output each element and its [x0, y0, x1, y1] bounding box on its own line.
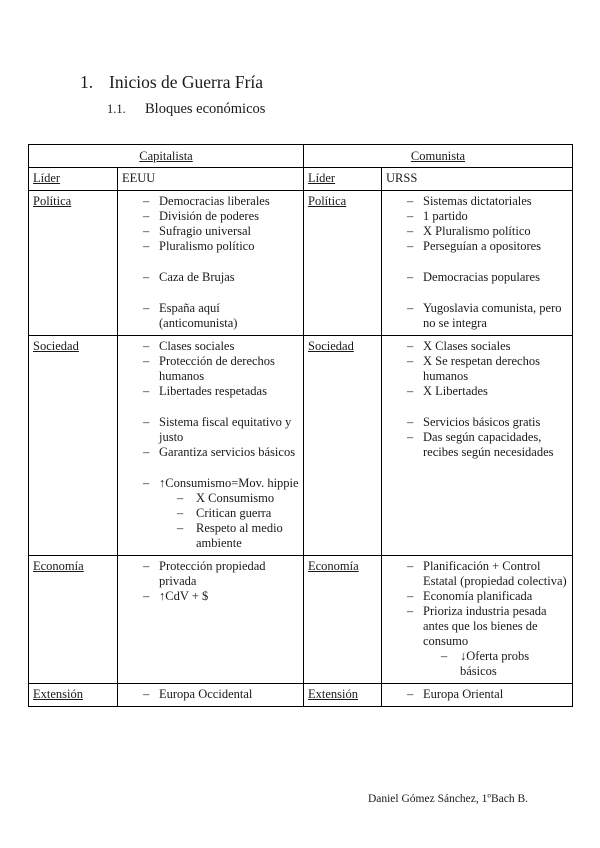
list-item: – Garantiza servicios básicos [122, 445, 299, 460]
row-label-extension: Extensión [304, 684, 382, 707]
table-row-politica [29, 191, 573, 336]
list-item: – División de poderes [122, 209, 299, 224]
list-item: – X Se respetan derechos humanos [386, 354, 568, 384]
cell-sociedad-comunista [382, 336, 573, 556]
list-item: – X Pluralismo político [386, 224, 568, 239]
list-item: – Prioriza industria pesada antes que los bienes de consumo – ↓Oferta probs básicos [386, 604, 568, 679]
list-item: – Clases sociales [122, 339, 299, 354]
sublist [159, 491, 299, 551]
subsection-title: Bloques económicos [145, 101, 266, 117]
list-item: – Democracias liberales [122, 194, 299, 209]
section-number: 1. [80, 72, 94, 92]
row-label-sociedad: Sociedad [304, 336, 382, 556]
list-item: – 1 partido [386, 209, 568, 224]
list-item: – Sufragio universal [122, 224, 299, 239]
row-label-politica: Política [29, 191, 118, 336]
list-item: – X Libertades [386, 384, 568, 399]
cell-extension-comunista [382, 684, 573, 707]
table-row-extension [29, 684, 573, 707]
list-item: – Europa Oriental [386, 687, 568, 702]
list-item: – Critican guerra [159, 506, 299, 521]
list-item: – Sistemas dictatoriales [386, 194, 568, 209]
row-label-economia: Economía [304, 556, 382, 684]
list-item: – Perseguían a opositores [386, 239, 568, 254]
list-item: – Pluralismo político [122, 239, 299, 254]
list-item: – Economía planificada [386, 589, 568, 604]
list-item: – Protección propiedad privada [122, 559, 299, 589]
cell-economia-capitalista [118, 556, 304, 684]
table-row-lider [29, 168, 573, 191]
list-item: – Europa Occidental [122, 687, 299, 702]
row-label-lider: Líder [304, 168, 382, 191]
cell-lider-comunista: URSS [382, 168, 573, 191]
list-item: – ↑Consumismo=Mov. hippie – X Consumismo – Critican guerra – Respeto al medio ambiente [122, 476, 299, 551]
section-title: Inicios de Guerra Fría [109, 72, 264, 92]
comparison-table [28, 144, 573, 707]
cell-politica-capitalista [118, 191, 304, 336]
header-comunista: Comunista [304, 145, 573, 168]
cell-extension-capitalista [118, 684, 304, 707]
list-item: – Servicios básicos gratis [386, 415, 568, 430]
row-label-economia: Economía [29, 556, 118, 684]
list-item: – Yugoslavia comunista, pero no se integra [386, 301, 568, 331]
sublist [423, 649, 568, 679]
cell-politica-comunista [382, 191, 573, 336]
cell-economia-comunista [382, 556, 573, 684]
row-label-sociedad: Sociedad [29, 336, 118, 556]
table-row-economia [29, 556, 573, 684]
author-footer: Daniel Gómez Sánchez, 1ºBach B. [367, 793, 528, 805]
row-label-politica: Política [304, 191, 382, 336]
list-item: – ↓Oferta probs básicos [423, 649, 568, 679]
list-item: – Respeto al medio ambiente [159, 521, 299, 551]
row-label-extension: Extensión [29, 684, 118, 707]
list-item: – Planificación + Control Estatal (propiedad colectiva) [386, 559, 568, 589]
table-row-sociedad [29, 336, 573, 556]
list-item: – Democracias populares [386, 270, 568, 285]
list-item: – España aquí (anticomunista) [122, 301, 299, 331]
list-item: – X Clases sociales [386, 339, 568, 354]
list-item: – Libertades respetadas [122, 384, 299, 399]
header-capitalista: Capitalista [29, 145, 304, 168]
subsection-number: 1.1. [107, 102, 126, 116]
cell-lider-capitalista: EEUU [118, 168, 304, 191]
table-header-row [29, 145, 573, 168]
row-label-lider: Líder [29, 168, 118, 191]
list-item: – Das según capacidades, recibes según necesidades [386, 430, 568, 460]
cell-sociedad-capitalista [118, 336, 304, 556]
list-item: – Protección de derechos humanos [122, 354, 299, 384]
list-item: – X Consumismo [159, 491, 299, 506]
subsection-heading [107, 101, 265, 118]
list-item: – Caza de Brujas [122, 270, 299, 285]
list-item: – Sistema fiscal equitativo y justo [122, 415, 299, 445]
section-heading [80, 72, 263, 93]
list-item: – ↑CdV + $ [122, 589, 299, 604]
